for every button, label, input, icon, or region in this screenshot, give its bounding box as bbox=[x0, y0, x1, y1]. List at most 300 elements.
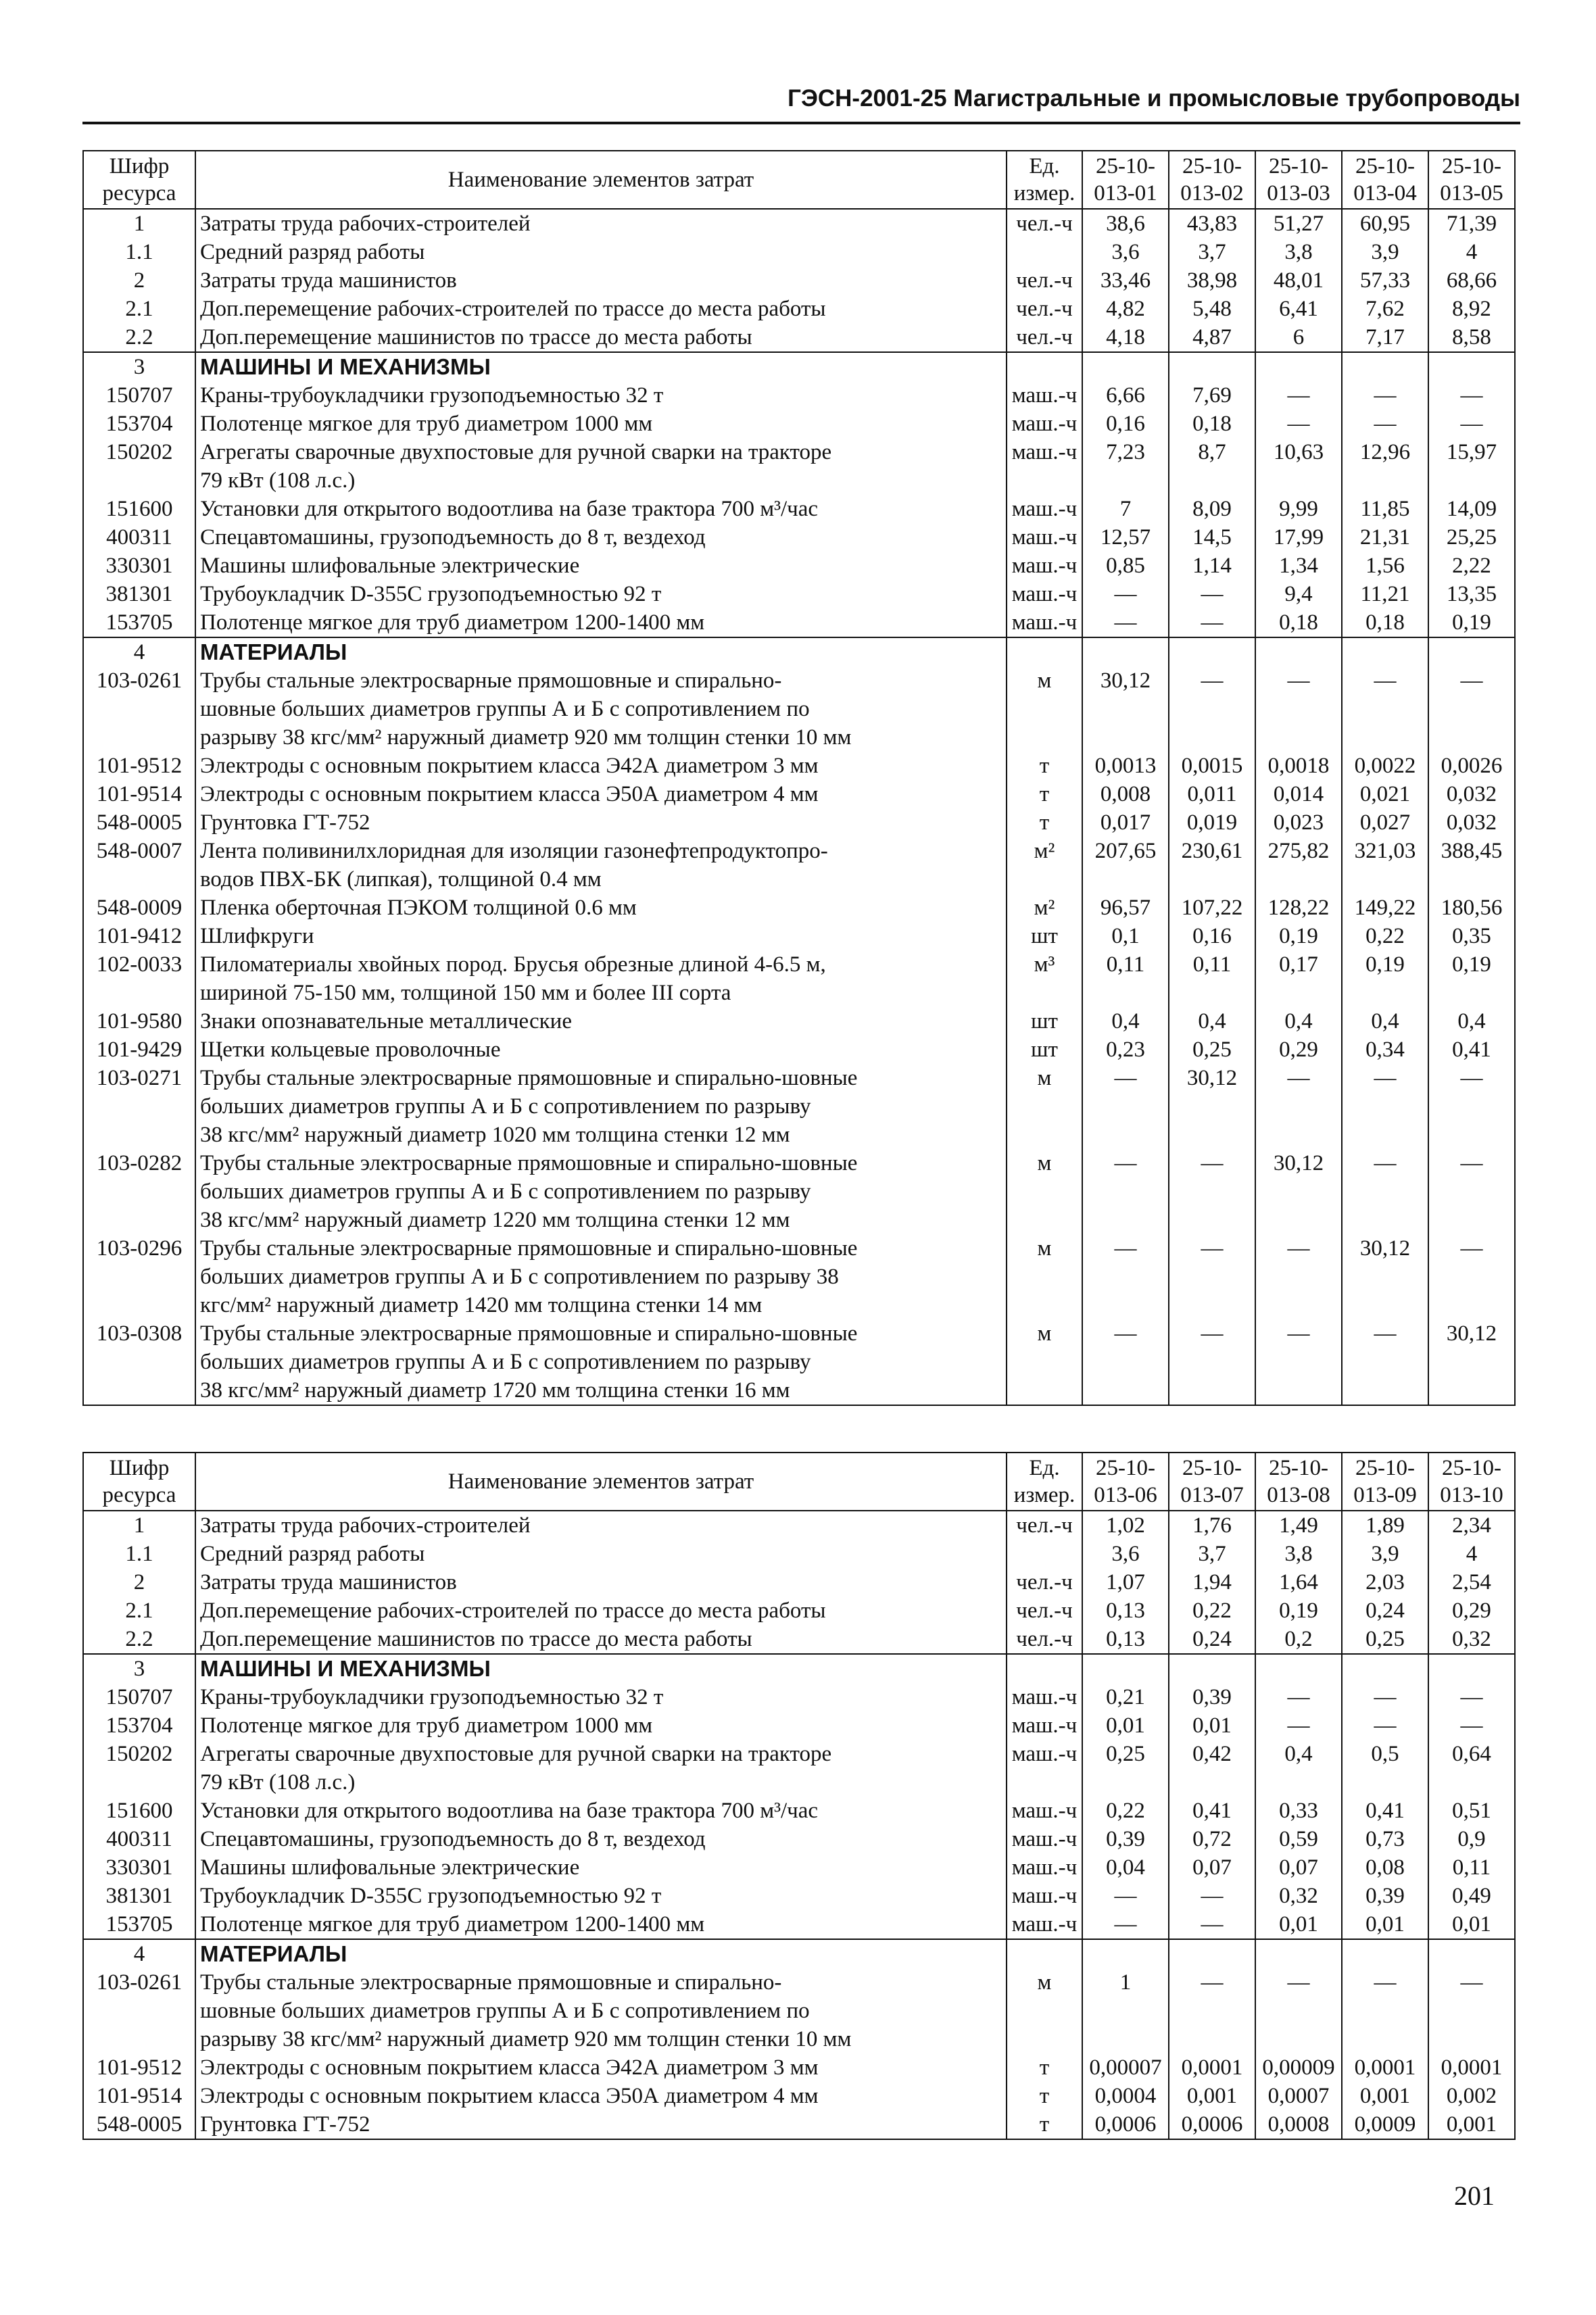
unit-of-measure: маш.-ч bbox=[1007, 1910, 1082, 1939]
norm-value bbox=[1169, 637, 1255, 666]
norm-value: 4 bbox=[1428, 1540, 1515, 1568]
norm-value: 0,73 bbox=[1342, 1825, 1428, 1853]
header-code: Шифр ресурса bbox=[83, 151, 195, 209]
cost-element-name: Доп.перемещение машинистов по трассе до места работы bbox=[195, 1625, 1007, 1654]
norm-value: 57,33 bbox=[1342, 266, 1428, 295]
cost-element-name: Грунтовка ГТ-752 bbox=[195, 2110, 1007, 2139]
table-row bbox=[83, 438, 1515, 495]
norm-value: 30,12 bbox=[1082, 666, 1169, 752]
norm-value: 0,0007 bbox=[1255, 2082, 1342, 2110]
resource-code: 2.2 bbox=[83, 323, 195, 352]
resource-code: 2 bbox=[83, 266, 195, 295]
norm-value: 0,11 bbox=[1082, 950, 1169, 1007]
unit-of-measure: м bbox=[1007, 1064, 1082, 1149]
resource-code: 3 bbox=[83, 1654, 195, 1683]
norm-value: 0,18 bbox=[1255, 608, 1342, 637]
unit-of-measure: маш.-ч bbox=[1007, 580, 1082, 608]
unit-of-measure: м bbox=[1007, 1234, 1082, 1319]
cost-element-name: МАШИНЫ И МЕХАНИЗМЫ bbox=[195, 1654, 1007, 1683]
norm-value: 0,001 bbox=[1169, 2082, 1255, 2110]
cost-element-name: Трубоукладчик D-355С грузоподъемностью 92 т bbox=[195, 580, 1007, 608]
resource-code: 1.1 bbox=[83, 238, 195, 266]
norm-value: 0,41 bbox=[1428, 1035, 1515, 1064]
norm-value: 0,04 bbox=[1082, 1853, 1169, 1882]
norm-value: 0,0009 bbox=[1342, 2110, 1428, 2139]
unit-of-measure: маш.-ч bbox=[1007, 1711, 1082, 1740]
unit-of-measure: м³ bbox=[1007, 950, 1082, 1007]
norm-value: 0,34 bbox=[1342, 1035, 1428, 1064]
cost-element-name: Доп.перемещение рабочих-строителей по трассе до места работы bbox=[195, 1597, 1007, 1625]
resource-code: 2.1 bbox=[83, 295, 195, 323]
norm-value: 0,25 bbox=[1082, 1740, 1169, 1797]
norm-value bbox=[1342, 637, 1428, 666]
resource-code: 1 bbox=[83, 209, 195, 238]
cost-element-name: Установки для открытого водоотлива на базе трактора 700 м³/час bbox=[195, 495, 1007, 523]
resource-code: 101-9512 bbox=[83, 752, 195, 780]
norm-value: 12,96 bbox=[1342, 438, 1428, 495]
norm-value: — bbox=[1255, 1234, 1342, 1319]
norm-value: — bbox=[1082, 1149, 1169, 1234]
norm-value: 0,032 bbox=[1428, 808, 1515, 837]
resource-code: 1.1 bbox=[83, 1540, 195, 1568]
resource-code: 2 bbox=[83, 1568, 195, 1597]
norm-value: 1,76 bbox=[1169, 1511, 1255, 1540]
table-row bbox=[83, 1882, 1515, 1910]
resource-code: 101-9514 bbox=[83, 2082, 195, 2110]
norm-value: 1,94 bbox=[1169, 1568, 1255, 1597]
norm-value: 0,23 bbox=[1082, 1035, 1169, 1064]
resource-code: 3 bbox=[83, 352, 195, 381]
norm-value: 2,03 bbox=[1342, 1568, 1428, 1597]
unit-of-measure: м bbox=[1007, 666, 1082, 752]
unit-of-measure: т bbox=[1007, 2110, 1082, 2139]
unit-of-measure bbox=[1007, 637, 1082, 666]
resource-code: 103-0296 bbox=[83, 1234, 195, 1319]
table-row bbox=[83, 608, 1515, 637]
norm-value: 0,001 bbox=[1342, 2082, 1428, 2110]
cost-element-name: Пиломатериалы хвойных пород. Брусья обрезные длиной 4-6.5 м, шириной 75-150 мм, толщиной 150 мм и более III сорта bbox=[195, 950, 1007, 1007]
norm-value: 0,0006 bbox=[1169, 2110, 1255, 2139]
norm-value: 30,12 bbox=[1342, 1234, 1428, 1319]
norm-value: 0,4 bbox=[1082, 1007, 1169, 1035]
norm-value: 230,61 bbox=[1169, 837, 1255, 894]
norm-value: 0,33 bbox=[1255, 1797, 1342, 1825]
table-row bbox=[83, 2110, 1515, 2139]
norm-value: 0,72 bbox=[1169, 1825, 1255, 1853]
norm-value: — bbox=[1342, 1711, 1428, 1740]
table-row bbox=[83, 410, 1515, 438]
norm-value: 4,82 bbox=[1082, 295, 1169, 323]
norm-value: — bbox=[1169, 1319, 1255, 1405]
norm-value: 3,9 bbox=[1342, 1540, 1428, 1568]
norm-value: — bbox=[1428, 1968, 1515, 2053]
norm-value: 14,09 bbox=[1428, 495, 1515, 523]
cost-element-name: Затраты труда рабочих-строителей bbox=[195, 1511, 1007, 1540]
norm-value: 68,66 bbox=[1428, 266, 1515, 295]
resource-code: 101-9412 bbox=[83, 922, 195, 950]
norm-value: 0,32 bbox=[1428, 1625, 1515, 1654]
norm-value: 128,22 bbox=[1255, 894, 1342, 922]
norm-value: 0,021 bbox=[1342, 780, 1428, 808]
norm-value bbox=[1169, 1654, 1255, 1683]
cost-element-name: Электроды с основным покрытием класса Э42А диаметром 3 мм bbox=[195, 2053, 1007, 2082]
norm-value: 3,7 bbox=[1169, 238, 1255, 266]
norm-value: 0,001 bbox=[1428, 2110, 1515, 2139]
table-header bbox=[83, 151, 1515, 209]
table-row bbox=[83, 2053, 1515, 2082]
norm-value: 0,002 bbox=[1428, 2082, 1515, 2110]
cost-element-name: Знаки опознавательные металлические bbox=[195, 1007, 1007, 1035]
norm-value: 6,41 bbox=[1255, 295, 1342, 323]
norm-value: 0,18 bbox=[1342, 608, 1428, 637]
table-row bbox=[83, 1234, 1515, 1319]
norm-value: 25,25 bbox=[1428, 523, 1515, 552]
header-norm-code: 25-10- 013-03 bbox=[1255, 151, 1342, 209]
norm-value: 0,19 bbox=[1428, 950, 1515, 1007]
unit-of-measure: маш.-ч bbox=[1007, 381, 1082, 410]
table-row bbox=[83, 1007, 1515, 1035]
cost-element-name: Трубы стальные электросварные прямошовные и спирально-шовные больших диаметров группы А и Б с сопротивлением по разрыву 38 кгс/мм² наружный диаметр 1020 мм толщина стенки 12 мм bbox=[195, 1064, 1007, 1149]
resource-code: 1 bbox=[83, 1511, 195, 1540]
resource-code: 400311 bbox=[83, 1825, 195, 1853]
norm-value: 0,4 bbox=[1255, 1007, 1342, 1035]
norm-value: 0,014 bbox=[1255, 780, 1342, 808]
norm-value: 7,23 bbox=[1082, 438, 1169, 495]
norm-value: — bbox=[1428, 381, 1515, 410]
table-row bbox=[83, 381, 1515, 410]
norm-value: 15,97 bbox=[1428, 438, 1515, 495]
norm-value: 388,45 bbox=[1428, 837, 1515, 894]
norm-value: 6,66 bbox=[1082, 381, 1169, 410]
table-row bbox=[83, 323, 1515, 352]
header-name: Наименование элементов затрат bbox=[195, 1453, 1007, 1511]
norm-value bbox=[1169, 1939, 1255, 1968]
norm-value: 0,0008 bbox=[1255, 2110, 1342, 2139]
cost-element-name: Трубоукладчик D-355С грузоподъемностью 92 т bbox=[195, 1882, 1007, 1910]
cost-element-name: Трубы стальные электросварные прямошовные и спирально-шовные больших диаметров группы А и Б с сопротивлением по разрыву 38 кгс/мм² наружный диаметр 1420 мм толщина стенки 14 мм bbox=[195, 1234, 1007, 1319]
table-row bbox=[83, 1149, 1515, 1234]
norm-value: — bbox=[1342, 410, 1428, 438]
norm-value: 0,0004 bbox=[1082, 2082, 1169, 2110]
norm-value: 38,98 bbox=[1169, 266, 1255, 295]
norm-value: — bbox=[1428, 1064, 1515, 1149]
norm-value: 8,92 bbox=[1428, 295, 1515, 323]
norm-value: 1,07 bbox=[1082, 1568, 1169, 1597]
cost-element-name: Машины шлифовальные электрические bbox=[195, 552, 1007, 580]
norm-value: 321,03 bbox=[1342, 837, 1428, 894]
norm-value: 0,35 bbox=[1428, 922, 1515, 950]
cost-element-name: Трубы стальные электросварные прямошовные и спирально-шовные больших диаметров группы А и Б с сопротивлением по разрыву 38 кгс/мм² наружный диаметр 1720 мм толщина стенки 16 мм bbox=[195, 1319, 1007, 1405]
norm-value bbox=[1082, 1939, 1169, 1968]
table-row bbox=[83, 266, 1515, 295]
norm-value: 7,69 bbox=[1169, 381, 1255, 410]
norm-value: 0,25 bbox=[1169, 1035, 1255, 1064]
norm-value: 12,57 bbox=[1082, 523, 1169, 552]
norm-value: 8,09 bbox=[1169, 495, 1255, 523]
norm-value bbox=[1082, 1654, 1169, 1683]
cost-element-name: МАТЕРИАЛЫ bbox=[195, 637, 1007, 666]
unit-of-measure bbox=[1007, 238, 1082, 266]
table-row bbox=[83, 894, 1515, 922]
cost-element-name: Пленка оберточная ПЭКОМ толщиной 0.6 мм bbox=[195, 894, 1007, 922]
norm-value: 0,07 bbox=[1169, 1853, 1255, 1882]
cost-element-name: Краны-трубоукладчики грузоподъемностью 32 т bbox=[195, 381, 1007, 410]
norm-value: 3,6 bbox=[1082, 1540, 1169, 1568]
resource-code: 101-9429 bbox=[83, 1035, 195, 1064]
unit-of-measure: маш.-ч bbox=[1007, 523, 1082, 552]
unit-of-measure: шт bbox=[1007, 1007, 1082, 1035]
norm-value: 0,64 bbox=[1428, 1740, 1515, 1797]
norm-value: 96,57 bbox=[1082, 894, 1169, 922]
norm-value: 0,41 bbox=[1169, 1797, 1255, 1825]
table-row bbox=[83, 523, 1515, 552]
norm-value: — bbox=[1255, 1319, 1342, 1405]
norm-value bbox=[1428, 352, 1515, 381]
table-row bbox=[83, 922, 1515, 950]
norm-value: — bbox=[1342, 1064, 1428, 1149]
resource-code: 101-9580 bbox=[83, 1007, 195, 1035]
norm-value: 2,34 bbox=[1428, 1511, 1515, 1540]
unit-of-measure: маш.-ч bbox=[1007, 1825, 1082, 1853]
norm-value: 0,9 bbox=[1428, 1825, 1515, 1853]
norm-value: 1 bbox=[1082, 1968, 1169, 2053]
page-number: 201 bbox=[1454, 2180, 1495, 2211]
cost-element-name: Затраты труда рабочих-строителей bbox=[195, 209, 1007, 238]
norm-value: — bbox=[1082, 580, 1169, 608]
header-row bbox=[83, 151, 1515, 209]
header-name: Наименование элементов затрат bbox=[195, 151, 1007, 209]
table-row bbox=[83, 950, 1515, 1007]
norm-value bbox=[1082, 352, 1169, 381]
norm-value: — bbox=[1082, 1910, 1169, 1939]
section-row bbox=[83, 637, 1515, 666]
table-row bbox=[83, 1568, 1515, 1597]
header-norm-code: 25-10- 013-10 bbox=[1428, 1453, 1515, 1511]
table-row bbox=[83, 1825, 1515, 1853]
table-row bbox=[83, 1319, 1515, 1405]
header-row bbox=[83, 1453, 1515, 1511]
norm-value bbox=[1169, 352, 1255, 381]
table-row bbox=[83, 238, 1515, 266]
norm-value: — bbox=[1169, 1882, 1255, 1910]
page-header-title: ГЭСН-2001-25 Магистральные и промысловые трубопроводы bbox=[788, 85, 1520, 112]
resource-code: 101-9512 bbox=[83, 2053, 195, 2082]
norm-value: 1,64 bbox=[1255, 1568, 1342, 1597]
norm-value: 0,13 bbox=[1082, 1597, 1169, 1625]
norm-value: — bbox=[1255, 666, 1342, 752]
norm-value: 0,13 bbox=[1082, 1625, 1169, 1654]
norm-value: 3,7 bbox=[1169, 1540, 1255, 1568]
table-row bbox=[83, 1511, 1515, 1540]
cost-element-name: Грунтовка ГТ-752 bbox=[195, 808, 1007, 837]
unit-of-measure: т bbox=[1007, 780, 1082, 808]
table-body bbox=[83, 1511, 1515, 2139]
norm-value: 0,0026 bbox=[1428, 752, 1515, 780]
norm-value: 0,0013 bbox=[1082, 752, 1169, 780]
unit-of-measure: маш.-ч bbox=[1007, 410, 1082, 438]
cost-element-name: МАШИНЫ И МЕХАНИЗМЫ bbox=[195, 352, 1007, 381]
unit-of-measure bbox=[1007, 1540, 1082, 1568]
norm-value: 0,08 bbox=[1342, 1853, 1428, 1882]
norm-value: — bbox=[1342, 1683, 1428, 1711]
table-row bbox=[83, 808, 1515, 837]
table-row bbox=[83, 2082, 1515, 2110]
norm-value: 30,12 bbox=[1169, 1064, 1255, 1149]
resource-code: 103-0308 bbox=[83, 1319, 195, 1405]
resource-code: 102-0033 bbox=[83, 950, 195, 1007]
norm-value: 4 bbox=[1428, 238, 1515, 266]
cost-element-name: МАТЕРИАЛЫ bbox=[195, 1939, 1007, 1968]
norm-value: 0,42 bbox=[1169, 1740, 1255, 1797]
resource-code: 2.1 bbox=[83, 1597, 195, 1625]
cost-element-name: Лента поливинилхлоридная для изоляции газонефтепродуктопро- водов ПВХ-БК (липкая), толщиной 0.4 мм bbox=[195, 837, 1007, 894]
norm-value: 0,01 bbox=[1342, 1910, 1428, 1939]
table-row bbox=[83, 1597, 1515, 1625]
norm-value: 1,49 bbox=[1255, 1511, 1342, 1540]
cost-element-name: Краны-трубоукладчики грузоподъемностью 32 т bbox=[195, 1683, 1007, 1711]
norm-value: 0,11 bbox=[1169, 950, 1255, 1007]
norm-value: 0,4 bbox=[1169, 1007, 1255, 1035]
unit-of-measure: м bbox=[1007, 1319, 1082, 1405]
norm-value: 0,39 bbox=[1082, 1825, 1169, 1853]
norm-value: 9,4 bbox=[1255, 580, 1342, 608]
unit-of-measure: чел.-ч bbox=[1007, 1597, 1082, 1625]
norm-value: 0,16 bbox=[1169, 922, 1255, 950]
table-row bbox=[83, 1853, 1515, 1882]
resource-code: 151600 bbox=[83, 1797, 195, 1825]
norm-value: — bbox=[1169, 666, 1255, 752]
norm-value: 1,02 bbox=[1082, 1511, 1169, 1540]
section-row bbox=[83, 1939, 1515, 1968]
norm-value: 0,032 bbox=[1428, 780, 1515, 808]
norm-value: — bbox=[1342, 1149, 1428, 1234]
norm-value: 0,17 bbox=[1255, 950, 1342, 1007]
resource-code: 4 bbox=[83, 637, 195, 666]
table-row bbox=[83, 1910, 1515, 1939]
norm-value: 0,39 bbox=[1169, 1683, 1255, 1711]
norm-value bbox=[1255, 1939, 1342, 1968]
norm-value: 0,85 bbox=[1082, 552, 1169, 580]
section-row bbox=[83, 352, 1515, 381]
resource-code: 151600 bbox=[83, 495, 195, 523]
norm-value: 0,027 bbox=[1342, 808, 1428, 837]
unit-of-measure: маш.-ч bbox=[1007, 438, 1082, 495]
header-norm-code: 25-10- 013-09 bbox=[1342, 1453, 1428, 1511]
norm-value: 0,22 bbox=[1082, 1797, 1169, 1825]
norm-value: — bbox=[1428, 1149, 1515, 1234]
table-row bbox=[83, 666, 1515, 752]
norm-value: 7,62 bbox=[1342, 295, 1428, 323]
norm-value: 1,56 bbox=[1342, 552, 1428, 580]
header-code: Шифр ресурса bbox=[83, 1453, 195, 1511]
norm-value: 0,24 bbox=[1342, 1597, 1428, 1625]
norm-value: 9,99 bbox=[1255, 495, 1342, 523]
norm-value: 0,0001 bbox=[1342, 2053, 1428, 2082]
table-row bbox=[83, 1740, 1515, 1797]
unit-of-measure: м² bbox=[1007, 894, 1082, 922]
norm-value: — bbox=[1428, 1234, 1515, 1319]
norm-value: — bbox=[1169, 1968, 1255, 2053]
cost-element-name: Спецавтомашины, грузоподъемность до 8 т, вездеход bbox=[195, 1825, 1007, 1853]
norm-value: — bbox=[1082, 1882, 1169, 1910]
norm-value: — bbox=[1255, 1711, 1342, 1740]
norm-value: 4,87 bbox=[1169, 323, 1255, 352]
norm-value: 0,019 bbox=[1169, 808, 1255, 837]
table-row bbox=[83, 552, 1515, 580]
norm-value: 51,27 bbox=[1255, 209, 1342, 238]
cost-element-name: Электроды с основным покрытием класса Э42А диаметром 3 мм bbox=[195, 752, 1007, 780]
unit-of-measure: маш.-ч bbox=[1007, 1882, 1082, 1910]
norm-value: 1,14 bbox=[1169, 552, 1255, 580]
norm-value: 0,07 bbox=[1255, 1853, 1342, 1882]
cost-element-name: Шлифкруги bbox=[195, 922, 1007, 950]
norm-value: 180,56 bbox=[1428, 894, 1515, 922]
header-norm-code: 25-10- 013-02 bbox=[1169, 151, 1255, 209]
norm-value: 0,0018 bbox=[1255, 752, 1342, 780]
norm-value: 0,18 bbox=[1169, 410, 1255, 438]
resource-code: 150202 bbox=[83, 438, 195, 495]
unit-of-measure: маш.-ч bbox=[1007, 552, 1082, 580]
norm-value: 0,39 bbox=[1342, 1882, 1428, 1910]
unit-of-measure bbox=[1007, 1654, 1082, 1683]
table-row bbox=[83, 209, 1515, 238]
norm-value: — bbox=[1255, 1968, 1342, 2053]
norm-value: — bbox=[1169, 1149, 1255, 1234]
unit-of-measure: маш.-ч bbox=[1007, 608, 1082, 637]
unit-of-measure: м² bbox=[1007, 837, 1082, 894]
resource-code: 548-0005 bbox=[83, 808, 195, 837]
resource-code: 330301 bbox=[83, 1853, 195, 1882]
norm-value: 2,22 bbox=[1428, 552, 1515, 580]
norm-value: 0,51 bbox=[1428, 1797, 1515, 1825]
unit-of-measure bbox=[1007, 1939, 1082, 1968]
norm-value: 10,63 bbox=[1255, 438, 1342, 495]
cost-element-name: Полотенце мягкое для труб диаметром 1200-1400 мм bbox=[195, 1910, 1007, 1939]
norm-value: 21,31 bbox=[1342, 523, 1428, 552]
unit-of-measure: маш.-ч bbox=[1007, 495, 1082, 523]
table-row bbox=[83, 1683, 1515, 1711]
norm-value: 0,01 bbox=[1255, 1910, 1342, 1939]
resource-code: 2.2 bbox=[83, 1625, 195, 1654]
norm-value: 0,017 bbox=[1082, 808, 1169, 837]
norm-value: 0,011 bbox=[1169, 780, 1255, 808]
resource-code: 381301 bbox=[83, 580, 195, 608]
cost-element-name: Трубы стальные электросварные прямошовные и спирально- шовные больших диаметров группы А и Б с сопротивлением по разрыву 38 кгс/мм² наружный диаметр 920 мм толщин стенки 10 мм bbox=[195, 1968, 1007, 2053]
unit-of-measure: чел.-ч bbox=[1007, 1625, 1082, 1654]
table-row bbox=[83, 495, 1515, 523]
resource-code: 150707 bbox=[83, 1683, 195, 1711]
norm-value: 11,21 bbox=[1342, 580, 1428, 608]
norm-value: — bbox=[1428, 1683, 1515, 1711]
norm-value bbox=[1255, 637, 1342, 666]
cost-element-name: Агрегаты сварочные двухпостовые для ручной сварки на тракторе 79 кВт (108 л.с.) bbox=[195, 1740, 1007, 1797]
norm-value: — bbox=[1255, 381, 1342, 410]
resource-code: 330301 bbox=[83, 552, 195, 580]
norm-value: 6 bbox=[1255, 323, 1342, 352]
table-body bbox=[83, 209, 1515, 1405]
norm-value: 30,12 bbox=[1428, 1319, 1515, 1405]
cost-element-name: Трубы стальные электросварные прямошовные и спирально-шовные больших диаметров группы А и Б с сопротивлением по разрыву 38 кгс/мм² наружный диаметр 1220 мм толщина стенки 12 мм bbox=[195, 1149, 1007, 1234]
table-row bbox=[83, 780, 1515, 808]
norm-value: 3,6 bbox=[1082, 238, 1169, 266]
norm-value: 17,99 bbox=[1255, 523, 1342, 552]
norm-value: 275,82 bbox=[1255, 837, 1342, 894]
unit-of-measure: чел.-ч bbox=[1007, 209, 1082, 238]
unit-of-measure: т bbox=[1007, 808, 1082, 837]
unit-of-measure: чел.-ч bbox=[1007, 323, 1082, 352]
norm-value: — bbox=[1082, 608, 1169, 637]
norm-value: 0,16 bbox=[1082, 410, 1169, 438]
